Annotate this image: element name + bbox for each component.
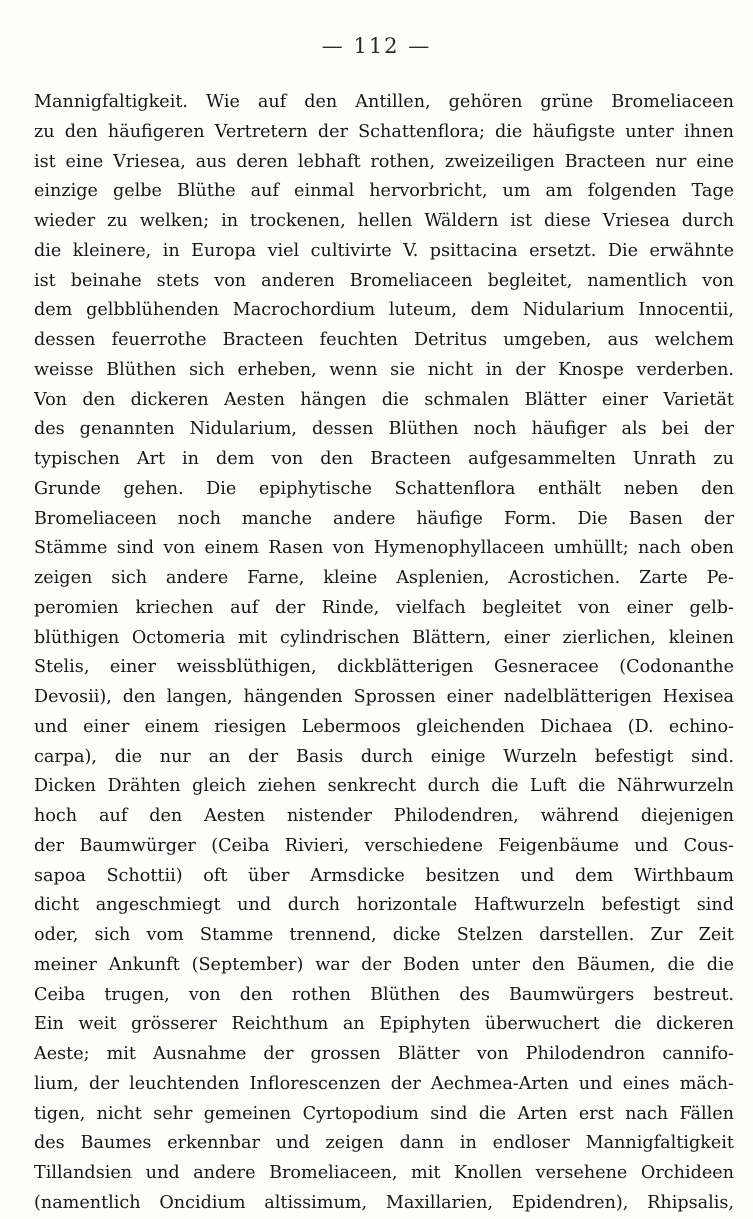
text-line: Ceiba trugen, von den rothen Blüthen des Baumwürgers bestreut. [34,984,734,1005]
text-line: Mannigfaltigkeit. Wie auf den Antillen, gehören grüne Bromeliaceen [34,92,734,112]
text-line: Dicken Drähten gleich ziehen senkrecht durch die Luft die Nährwurzeln [34,776,734,797]
text-line: der Baumwürger (Ceiba Rivieri, verschiedene Feigenbäume und Cous- [34,835,734,856]
text-line: tigen, nicht sehr gemeinen Cyrtopodium sind die Arten erst nach Fällen [34,1103,734,1124]
text-line: und einer einem riesigen Lebermoos gleichenden Dichaea (D. echino- [34,716,734,737]
text-line: des genannten Nidularium, dessen Blüthen noch häufiger als bei der [34,419,734,440]
text-line: weisse Blüthen sich erheben, wenn sie nicht in der Knospe verderben. [34,359,734,380]
text-line: ist eine Vriesea, aus deren lebhaft rothen, zweizeiligen Bracteen nur eine [34,151,734,172]
text-line: dem gelbblühenden Macrochordium luteum, dem Nidularium Innocentii, [34,300,734,321]
text-line: dicht angeschmiegt und durch horizontale Haftwurzeln befestigt sind [34,895,734,916]
text-line: Von den dickeren Aesten hängen die schmalen Blätter einer Varietät [34,389,734,410]
text-line: zu den häufigeren Vertretern der Schattenflora; die häufigste unter ihnen [34,121,734,142]
text-line: die kleinere, in Europa viel cultivirte V. psittacina ersetzt. Die erwähnte [34,240,734,261]
text-line: wieder zu welken; in trockenen, hellen Wäldern ist diese Vriesea durch [34,211,734,231]
text-line: meiner Ankunft (September) war der Boden unter den Bäumen, die die [34,954,734,975]
text-line: sapoa Schottii) oft über Armsdicke besitzen und dem Wirthbaum [34,865,734,886]
text-line: hoch auf den Aesten nistender Philodendren, während diejenigen [34,806,734,826]
text-line: Stelis, einer weissblüthigen, dickblätterigen Gesneracee (Codonanthe [34,657,734,678]
text-line: ist beinahe stets von anderen Bromeliaceen begleitet, namentlich von [34,270,734,291]
text-line: Tillandsien und andere Bromeliaceen, mit Knollen versehene Orchideen [34,1163,734,1183]
text-line: peromien kriechen auf der Rinde, vielfach begleitet von einer gelb- [34,597,734,618]
text-line: dessen feuerrothe Bracteen feuchten Detritus umgeben, aus welchem [34,330,734,350]
text-line: zeigen sich andere Farne, kleine Asplenien, Acrostichen. Zarte Pe- [34,568,734,588]
page-number: — 112 — [321,34,432,58]
text-line: blüthigen Octomeria mit cylindrischen Blättern, einer zierlichen, kleinen [34,627,734,648]
body-text [34,88,734,1219]
text-line: oder, sich vom Stamme trennend, dicke Stelzen darstellen. Zur Zeit [34,925,734,945]
text-line: lium, der leuchtenden Inflorescenzen der Aechmea-Arten und eines mäch- [34,1073,734,1094]
text-line: (namentlich Oncidium altissimum, Maxillarien, Epidendren), Rhipsalis, [34,1192,734,1213]
text-line: Grunde gehen. Die epiphytische Schattenflora enthält neben den [34,478,734,499]
text-line: Stämme sind von einem Rasen von Hymenophyllaceen umhüllt; nach oben [34,538,734,559]
text-line: Devosii), den langen, hängenden Sprossen einer nadelblätterigen Hexisea [34,687,734,707]
text-line: carpa), die nur an der Basis durch einige Wurzeln befestigt sind. [34,746,734,767]
text-line: Bromeliaceen noch manche andere häufige Form. Die Basen der [34,508,734,529]
text-line: typischen Art in dem von den Bracteen aufgesammelten Unrath zu [34,449,734,469]
text-line: Aeste; mit Ausnahme der grossen Blätter von Philodendron cannifo- [34,1044,734,1064]
text-line: einzige gelbe Blüthe auf einmal hervorbricht, um am folgenden Tage [34,181,734,202]
text-line: Ein weit grösserer Reichthum an Epiphyten überwuchert die dickeren [34,1014,734,1035]
text-line: des Baumes erkennbar und zeigen dann in endloser Mannigfaltigkeit [34,1133,734,1154]
